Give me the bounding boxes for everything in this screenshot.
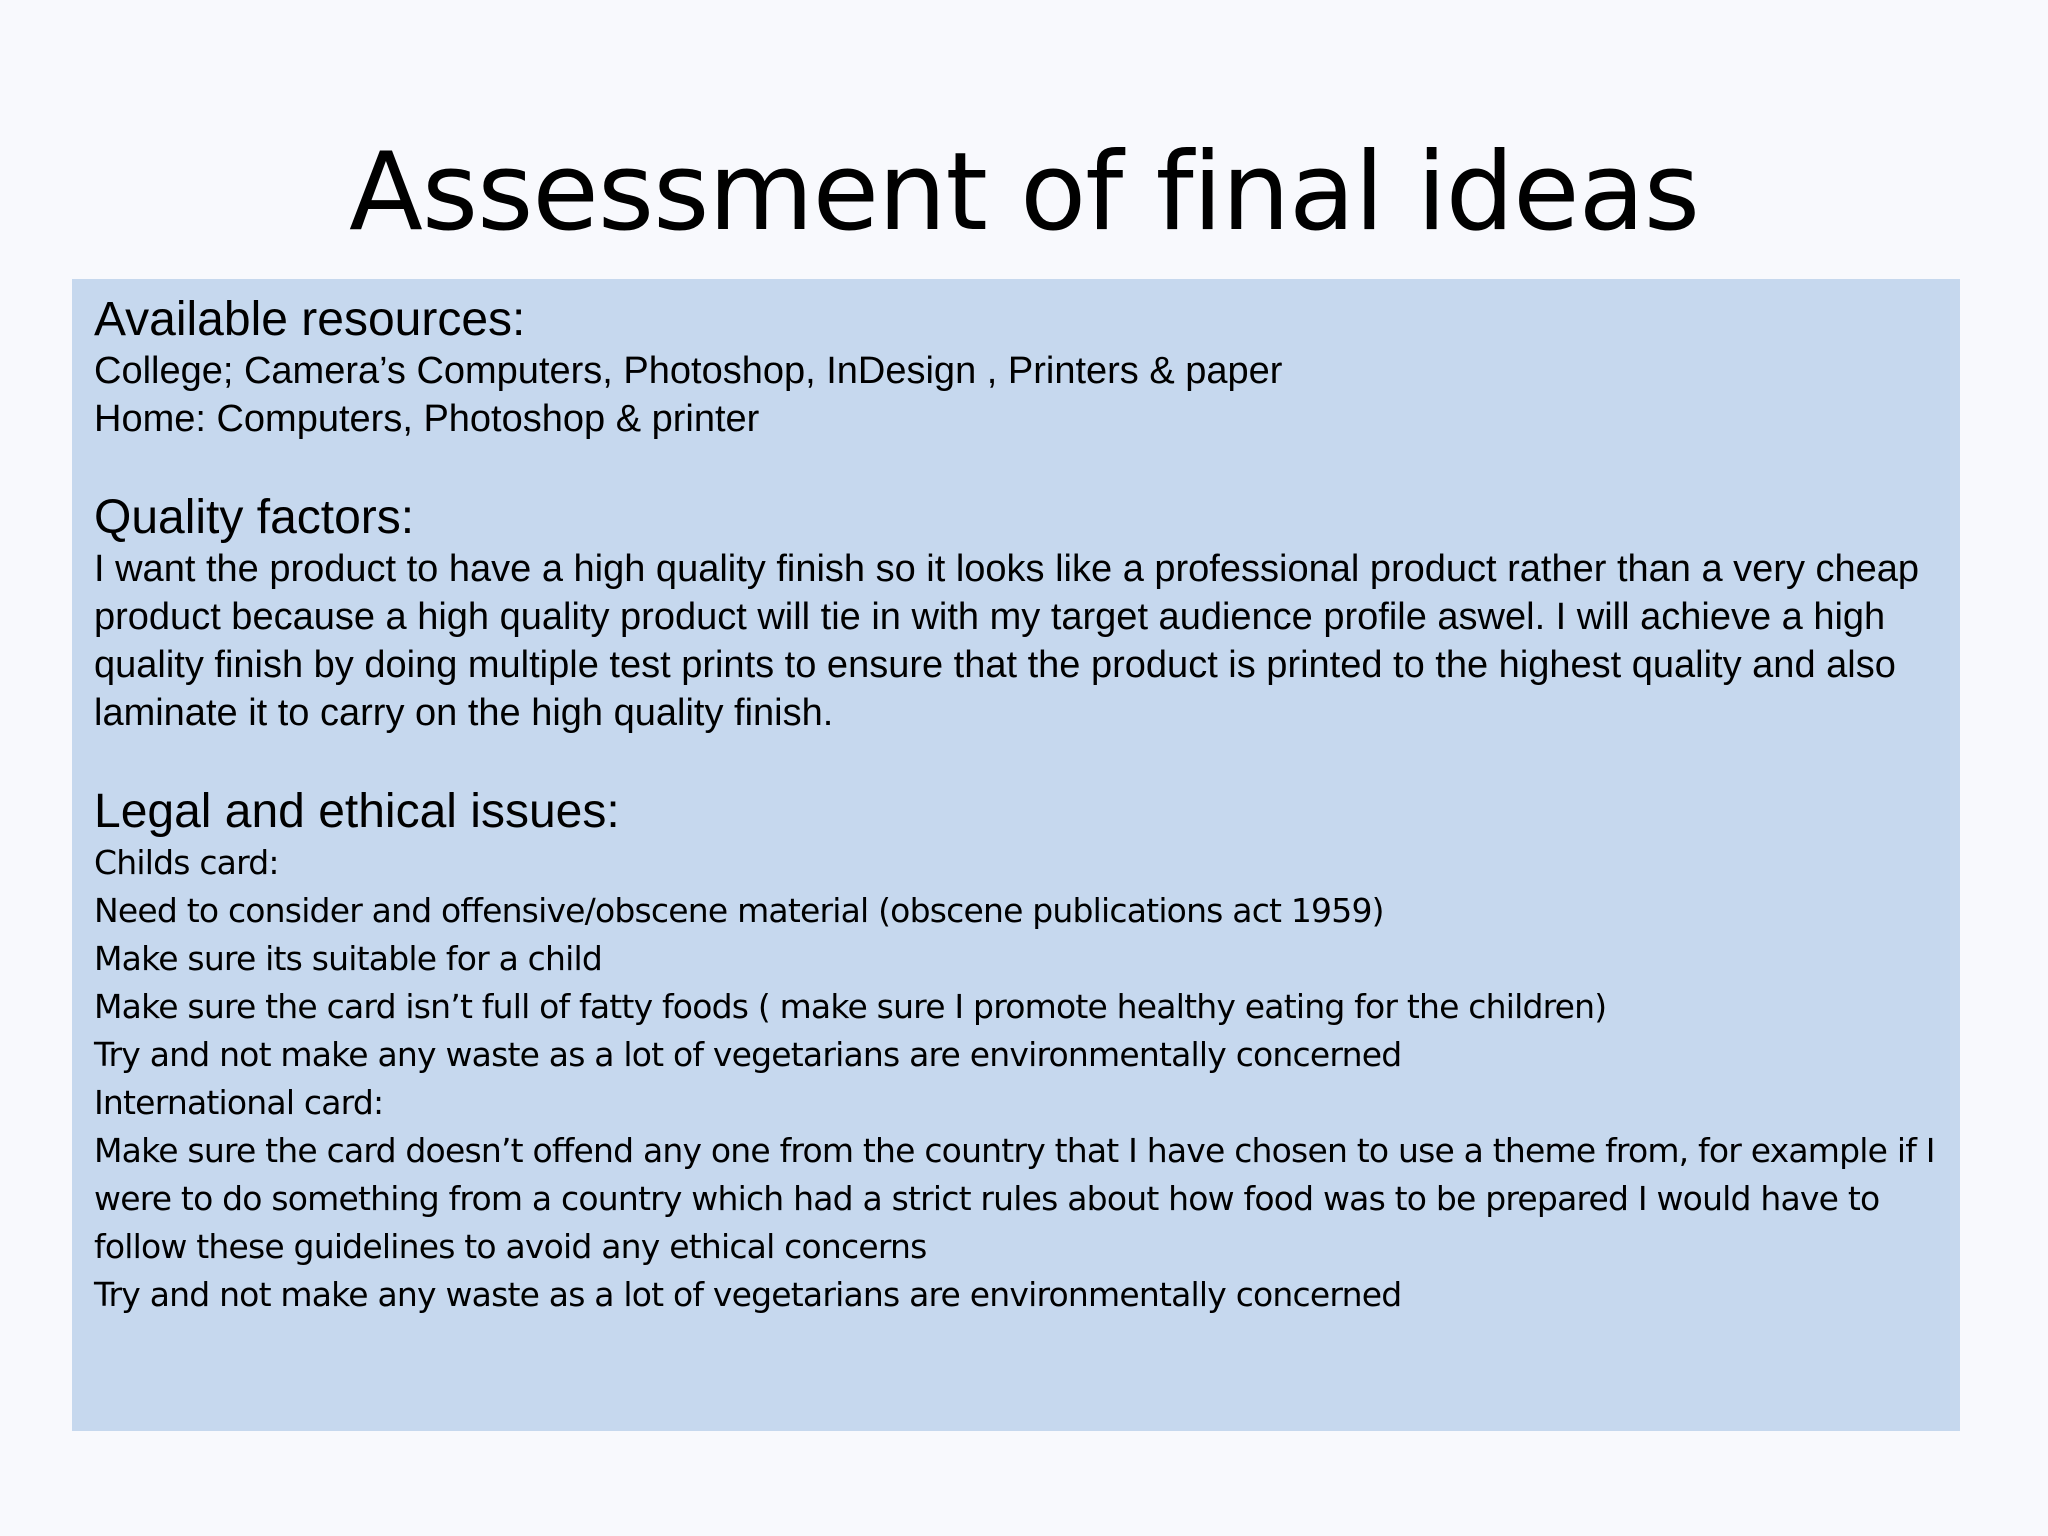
legal-line-waste-international: Try and not make any waste as a lot of vegetarians are environmentally concerned: [94, 1275, 1402, 1314]
resources-line-college: College; Camera’s Computers, Photoshop, InDesign , Printers & paper: [94, 350, 1283, 392]
legal-line-waste-childs: Try and not make any waste as a lot of vegetarians are environmentally concerned: [94, 1035, 1402, 1074]
quality-heading: Quality factors:: [94, 491, 415, 544]
legal-line-childs-card-label: Childs card:: [94, 843, 279, 882]
legal-line-international-card-label: International card:: [94, 1083, 384, 1122]
legal-heading: Legal and ethical issues:: [94, 785, 620, 838]
resources-heading: Available resources:: [94, 293, 526, 346]
resources-section: [94, 293, 1938, 443]
legal-line-obscene-material: Need to consider and offensive/obscene material (obscene publications act 1959): [94, 891, 1384, 930]
resources-line-home: Home: Computers, Photoshop & printer: [94, 398, 760, 440]
legal-line-fatty-foods: Make sure the card isn’t full of fatty foods ( make sure I promote healthy eating for the children): [94, 987, 1607, 1026]
slide-title: Assessment of final ideas: [348, 130, 1700, 255]
legal-line-suitable-for-child: Make sure its suitable for a child: [94, 939, 603, 978]
legal-section: [94, 785, 1938, 1319]
legal-list: [94, 839, 1938, 1319]
quality-section: [94, 491, 1938, 737]
quality-paragraph: I want the product to have a high quality finish so it looks like a professional product rather than a very cheap product because a high quality product will tie in with my target audience profile aswel. I will achieve a high quality finish by doing multiple test prints to ensure that the product is printed to the highest quality and also laminate it to carry on the high quality finish.: [94, 548, 1920, 734]
legal-line-offend-country: Make sure the card doesn’t offend any one from the country that I have chosen to use a theme from, for example if I were to do something from a country which had a strict rules about how food was to be prepared I would have to follow these guidelines to avoid any ethical concerns: [94, 1131, 1935, 1266]
content-box: [72, 279, 1960, 1431]
